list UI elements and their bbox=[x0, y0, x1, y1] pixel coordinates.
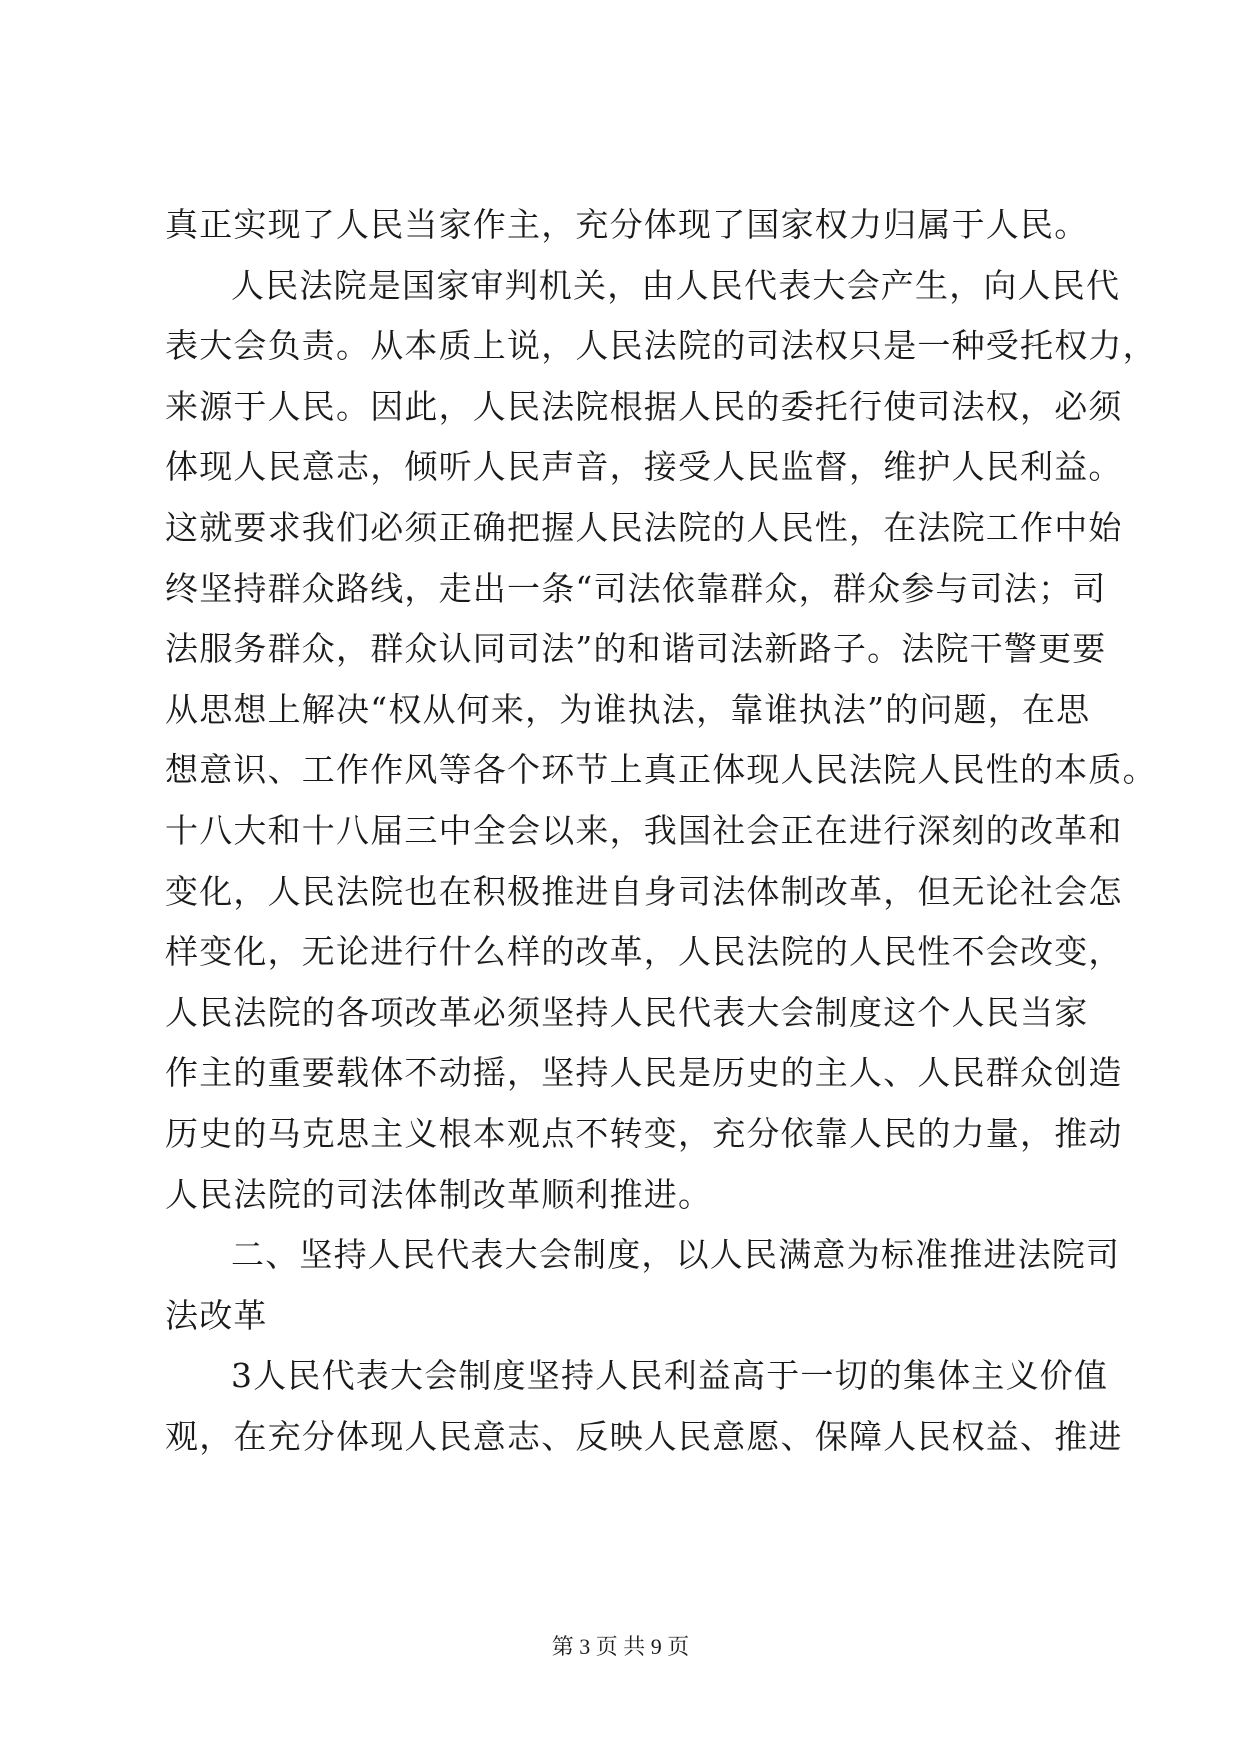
text-line: 这就要求我们必须正确把握人民法院的人民性，在法院工作中始 bbox=[165, 507, 1123, 547]
text-line: 终坚持群众路线，走出一条“司法依靠群众，群众参与司法；司 bbox=[165, 568, 1107, 608]
text-line: 从思想上解决“权从何来，为谁执法，靠谁执法”的问题，在思 bbox=[165, 689, 1091, 729]
text-line: 来源于人民。因此，人民法院根据人民的委托行使司法权，必须 bbox=[165, 386, 1123, 426]
page-footer bbox=[0, 1633, 1241, 1661]
text-line: 作主的重要载体不动摇，坚持人民是历史的主人、人民群众创造 bbox=[165, 1053, 1123, 1093]
text-line: 历史的马克思主义根本观点不转变，充分依靠人民的力量，推动 bbox=[165, 1113, 1123, 1153]
text-line: 人民法院的司法体制改革顺利推进。 bbox=[165, 1174, 713, 1214]
text-line: 3人民代表大会制度坚持人民利益高于一切的集体主义价值 bbox=[231, 1356, 1109, 1396]
section-heading-line: 二、坚持人民代表大会制度，以人民满意为标准推进法院司 bbox=[231, 1235, 1121, 1275]
section-heading-line: 法改革 bbox=[165, 1295, 268, 1335]
page-number-label: 第 3 页 共 9 页 bbox=[551, 1634, 690, 1659]
text-line: 想意识、工作作风等各个环节上真正体现人民法院人民性的本质。 bbox=[165, 750, 1157, 790]
document-body bbox=[165, 195, 1157, 1467]
text-line: 样变化，无论进行什么样的改革，人民法院的人民性不会改变， bbox=[165, 932, 1123, 972]
text-line: 真正实现了人民当家作主，充分体现了国家权力归属于人民。 bbox=[165, 205, 1089, 244]
text-line: 法服务群众，群众认同司法”的和谐司法新路子。法院干警更要 bbox=[165, 629, 1107, 669]
text-line: 人民法院的各项改革必须坚持人民代表大会制度这个人民当家 bbox=[165, 992, 1089, 1032]
text-line: 十八大和十八届三中全会以来，我国社会正在进行深刻的改革和 bbox=[165, 810, 1123, 850]
text-line: 人民法院是国家审判机关，由人民代表大会产生，向人民代 bbox=[231, 265, 1121, 305]
text-line: 表大会负责。从本质上说，人民法院的司法权只是一种受托权力， bbox=[165, 326, 1157, 366]
text-line: 变化，人民法院也在积极推进自身司法体制改革，但无论社会怎 bbox=[165, 871, 1123, 911]
text-line: 体现人民意志，倾听人民声音，接受人民监督，维护人民利益。 bbox=[165, 447, 1123, 487]
text-line: 观，在充分体现人民意志、反映人民意愿、保障人民权益、推进 bbox=[165, 1416, 1123, 1456]
